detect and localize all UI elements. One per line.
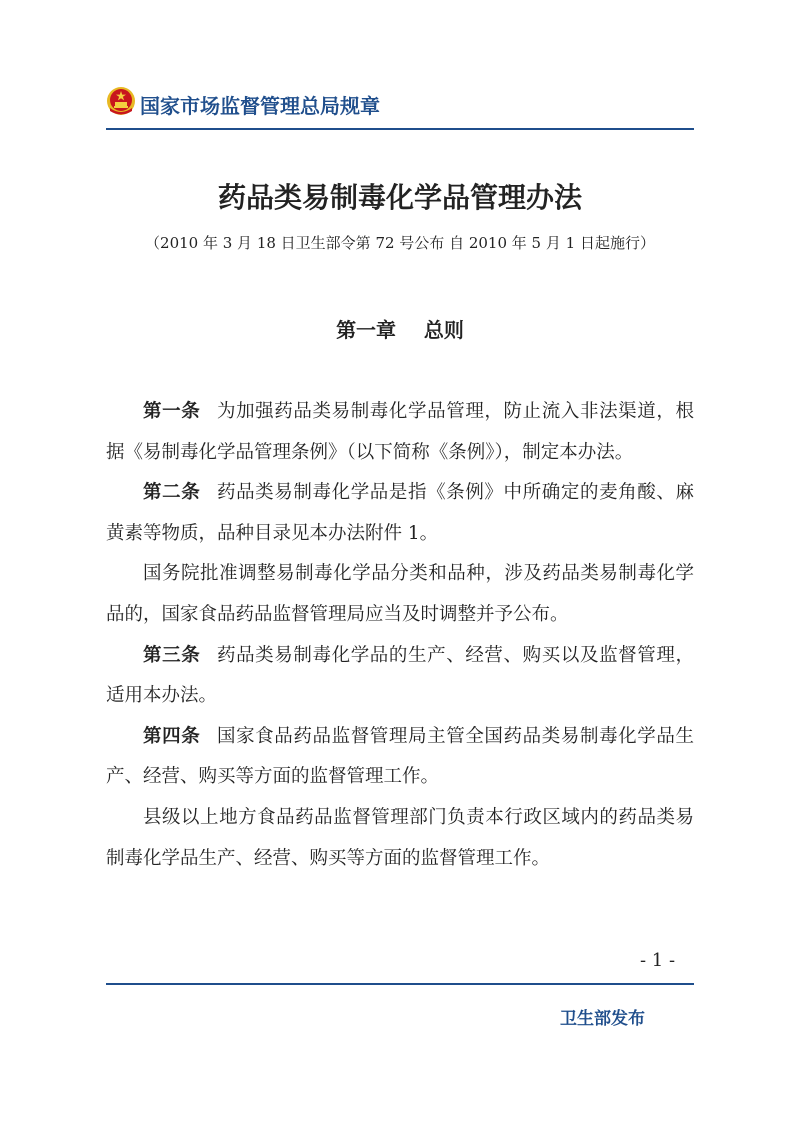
article-paragraph — [106, 717, 694, 798]
article-label: 第二条 — [143, 482, 201, 504]
document-subtitle: （2010 年 3 月 18 日卫生部令第 72 号公布 自 2010 年 5 月 1 日起施行） — [145, 234, 655, 252]
article-paragraph — [106, 473, 694, 554]
article-paragraph — [106, 636, 694, 717]
footer-divider — [106, 983, 694, 985]
document-body — [106, 392, 694, 879]
article-label: 第一条 — [143, 401, 201, 422]
chapter-title: 第一章 总则 — [336, 318, 464, 342]
article-label: 第三条 — [143, 644, 201, 666]
document-title: 药品类易制毒化学品管理办法 — [217, 181, 582, 214]
page-number: - 1 - — [640, 950, 676, 971]
national-emblem-icon — [106, 86, 136, 116]
article-text: 药品类易制毒化学品的生产、经营、购买以及监督管理，适用本办法。 — [106, 644, 694, 707]
article-paragraph — [106, 554, 694, 635]
article-paragraph — [106, 798, 694, 879]
header-title: 国家市场监督管理总局规章 — [140, 94, 380, 118]
page-header — [106, 82, 694, 128]
header-divider — [106, 128, 694, 130]
footer-publisher: 卫生部发布 — [560, 1009, 645, 1029]
article-label: 第四条 — [143, 725, 201, 747]
article-paragraph — [106, 392, 694, 473]
article-text: 县级以上地方食品药品监督管理部门负责本行政区域内的药品类易制毒化学品生产、经营、购买等方面的监督管理工作。 — [106, 806, 694, 869]
article-text: 药品类易制毒化学品是指《条例》中所确定的麦角酸、麻黄素等物质，品种目录见本办法附件 1。 — [106, 482, 694, 544]
article-text: 国务院批准调整易制毒化学品分类和品种，涉及药品类易制毒化学品的，国家食品药品监督管理局应当及时调整并予公布。 — [106, 563, 694, 625]
article-text: 为加强药品类易制毒化学品管理，防止流入非法渠道，根据《易制毒化学品管理条例》（以下简称《条例》），制定本办法。 — [106, 401, 694, 463]
article-text: 国家食品药品监督管理局主管全国药品类易制毒化学品生产、经营、购买等方面的监督管理工作。 — [106, 725, 694, 788]
